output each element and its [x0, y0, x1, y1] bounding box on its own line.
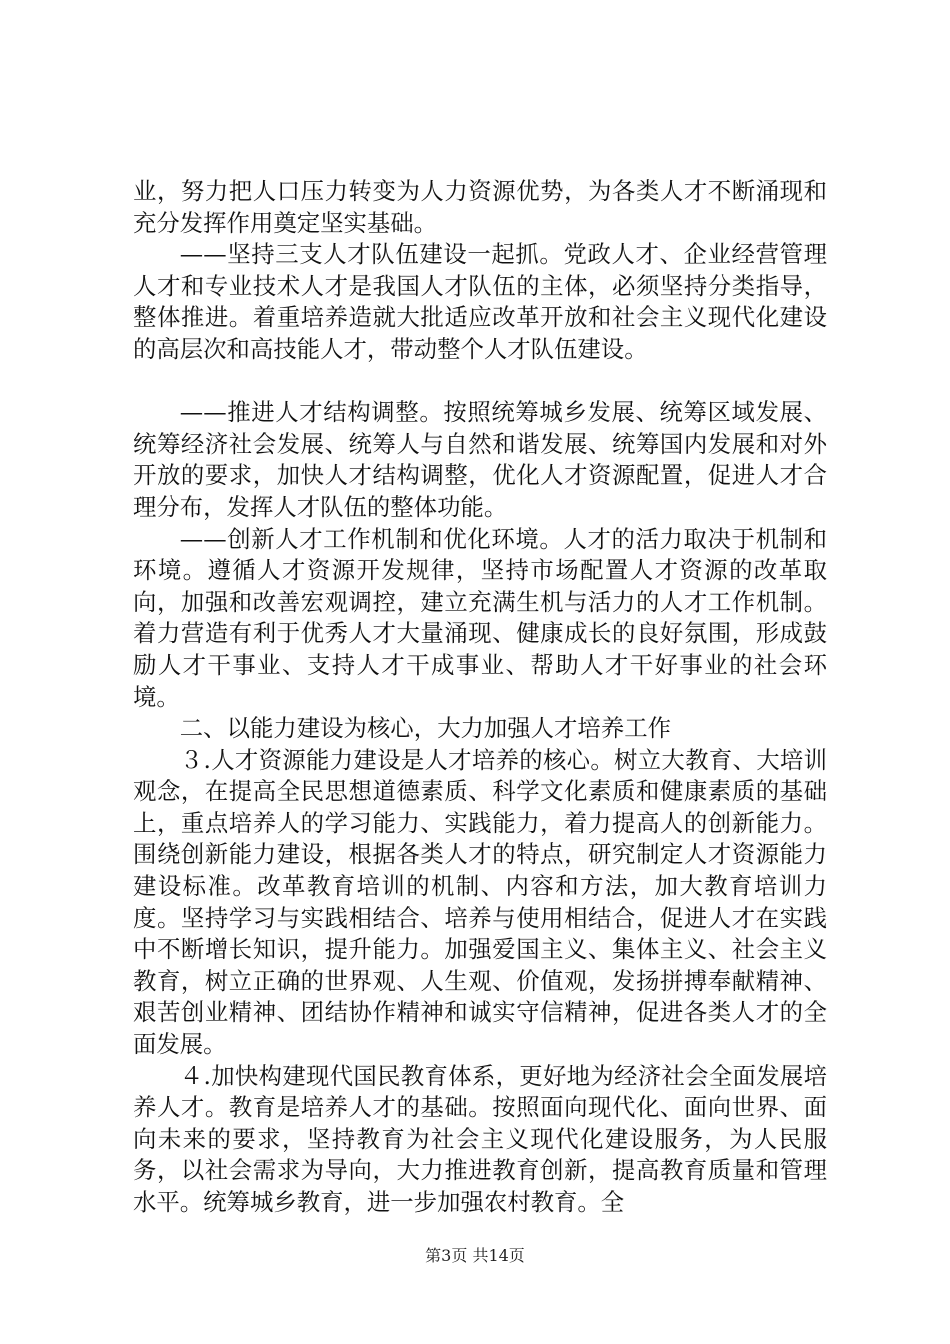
paragraph-continuation: 业，努力把人口压力转变为人力资源优势，为各类人才不断涌现和充分发挥作用奠定坚实基础。 [133, 177, 827, 237]
document-body [133, 176, 827, 1219]
paragraph-three-teams: ——坚持三支人才队伍建设一起抓。党政人才、企业经营管理人才和专业技术人才是我国人才队伍的主体，必须坚持分类指导，整体推进。着重培养造就大批适应改革开放和社会主义现代化建设的高层次和高技能人才，带动整个人才队伍建设。 [133, 240, 827, 363]
paragraph-gap [133, 366, 827, 398]
paragraph-item-3: ３.人才资源能力建设是人才培养的核心。树立大教育、大培训观念，在提高全民思想道德素质、科学文化素质和健康素质的基础上，重点培养人的学习能力、实践能力，着力提高人的创新能力。围绕创新能力建设，根据各类人才的特点，研究制定人才资源能力建设标准。改革教育培训的机制、内容和方法，加大教育培训力度。坚持学习与实践相结合、培养与使用相结合，促进人才在实践中不断增长知识，提升能力。加强爱国主义、集体主义、社会主义教育，树立正确的世界观、人生观、价值观，发扬拼搏奉献精神、艰苦创业精神、团结协作精神和诚实守信精神，促进各类人才的全面发展。 [133, 745, 827, 1059]
paragraph-item-4: ４.加快构建现代国民教育体系，更好地为经济社会全面发展培养人才。教育是培养人才的基础。按照面向现代化、面向世界、面向未来的要求，坚持教育为社会主义现代化建设服务，为人民服务，以社会需求为导向，大力推进教育创新，提高教育质量和管理水平。统筹城乡教育，进一步加强农村教育。全 [133, 1061, 827, 1216]
section-heading-two: 二、以能力建设为核心，大力加强人才培养工作 [179, 714, 671, 743]
paragraph-mechanism-environment: ——创新人才工作机制和优化环境。人才的活力取决于机制和环境。遵循人才资源开发规律，坚持市场配置人才资源的改革取向，加强和改善宏观调控，建立充满生机与活力的人才工作机制。着力营造有利于优秀人才大量涌现、健康成长的良好氛围，形成鼓励人才干事业、支持人才干成事业、帮助人才干好事业的社会环境。 [133, 524, 827, 711]
page-number-footer: 第3页 共14页 [425, 1246, 525, 1265]
paragraph-structure-adjustment: ——推进人才结构调整。按照统筹城乡发展、统筹区域发展、统筹经济社会发展、统筹人与自然和谐发展、统筹国内发展和对外开放的要求，加快人才结构调整，优化人才资源配置，促进人才合理分布，发挥人才队伍的整体功能。 [133, 398, 827, 521]
